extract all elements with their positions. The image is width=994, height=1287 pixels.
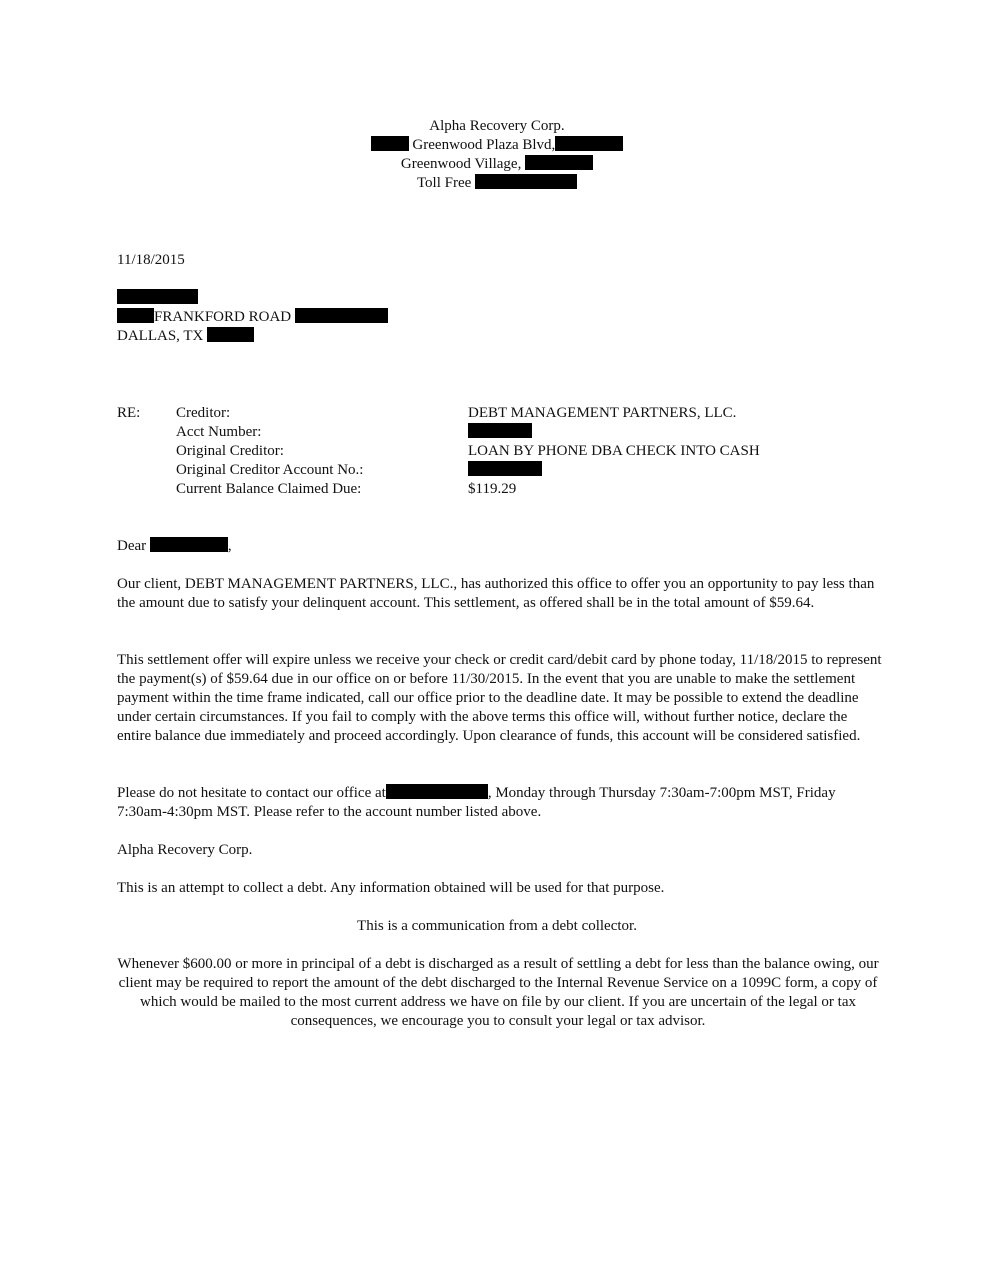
redaction-street-number xyxy=(371,136,409,151)
paragraph-contact xyxy=(117,784,887,822)
re-label: RE: xyxy=(117,405,141,421)
recipient-street: FRANKFORD ROAD xyxy=(154,309,292,325)
contact-text-after: , Monday through Thursday 7:30am-7:00pm MST, Friday 7:30am-4:30pm MST. Please refer to the account number listed above. xyxy=(117,785,836,820)
letterhead-phone-line xyxy=(0,174,994,193)
letterhead-street-line xyxy=(0,136,994,155)
letterhead-city: Greenwood Village, xyxy=(400,156,522,172)
signoff: Alpha Recovery Corp. xyxy=(117,842,253,858)
recipient-city-line xyxy=(117,327,254,346)
re-balance-label: Current Balance Claimed Due: xyxy=(176,481,362,497)
recipient-street-line xyxy=(117,308,388,327)
salutation xyxy=(117,537,232,556)
re-creditor-value: DEBT MANAGEMENT PARTNERS, LLC. xyxy=(468,405,737,421)
redaction-salutation-name xyxy=(150,537,228,552)
redaction-office-phone xyxy=(386,784,488,799)
collector-notice: This is a communication from a debt collector. xyxy=(357,918,637,934)
re-original-account-label: Original Creditor Account No.: xyxy=(176,462,364,478)
salutation-suffix: , xyxy=(227,538,232,554)
redaction-zip xyxy=(525,155,593,170)
letterhead-company: Alpha Recovery Corp. xyxy=(429,118,565,134)
redaction-recipient-unit xyxy=(295,308,388,323)
letter-date: 11/18/2015 xyxy=(117,252,185,268)
letterhead-phone-label: Toll Free xyxy=(416,175,472,191)
paragraph-offer: Our client, DEBT MANAGEMENT PARTNERS, LLC., has authorized this office to offer you an opportunity to pay less than the amount due to satisfy your delinquent account. This settlement, as offered shall be in the total amount of $59.64. xyxy=(117,576,875,611)
re-balance-value: $119.29 xyxy=(468,481,517,497)
letterhead-street: Greenwood Plaza Blvd, xyxy=(412,137,556,153)
redaction-phone xyxy=(475,174,577,189)
re-acct-number-value xyxy=(468,423,532,442)
letterhead-city-line xyxy=(0,155,994,174)
recipient-name xyxy=(117,289,198,308)
re-original-creditor-value: LOAN BY PHONE DBA CHECK INTO CASH xyxy=(468,443,760,459)
paragraph-expiration: This settlement offer will expire unless we receive your check or credit card/debit card by phone today, 11/18/2015 to represent the payment(s) of $59.64 due in our office on or before 11/30/2015. In the event that you are unable to make the settlement payment within the time frame indicated, call our office prior to the deadline date. It may be possible to extend the deadline under certain circumstances. If you fail to comply with the above terms this office will, without further notice, declare the entire balance due immediately and proceed accordingly. Upon clearance of funds, this account will be considered satisfied. xyxy=(117,652,882,744)
recipient-city: DALLAS, TX xyxy=(117,328,204,344)
redaction-original-account xyxy=(468,461,542,476)
salutation-prefix: Dear xyxy=(117,538,147,554)
redaction-recipient-number xyxy=(117,308,154,323)
redaction-suite xyxy=(555,136,623,151)
tax-notice: Whenever $600.00 or more in principal of a debt is discharged as a result of settling a debt for less than the balance owing, our client may be required to report the amount of the debt discharged to the Internal Revenue Service on a 1099C form, a copy of which would be mailed to the most current address we have on file by our client. If you are uncertain of the legal or tax consequences, we encourage you to consult your legal or tax advisor. xyxy=(117,956,879,1029)
debt-disclaimer: This is an attempt to collect a debt. Any information obtained will be used for that purpose. xyxy=(117,880,665,896)
re-original-account-value xyxy=(468,461,542,480)
re-original-creditor-label: Original Creditor: xyxy=(176,443,284,459)
re-acct-number-label: Acct Number: xyxy=(176,424,262,440)
re-creditor-label: Creditor: xyxy=(176,405,231,421)
redaction-recipient-zip xyxy=(207,327,254,342)
redaction-acct-number xyxy=(468,423,532,438)
contact-text-before: Please do not hesitate to contact our office at xyxy=(117,785,386,801)
redaction-recipient-name xyxy=(117,289,198,304)
